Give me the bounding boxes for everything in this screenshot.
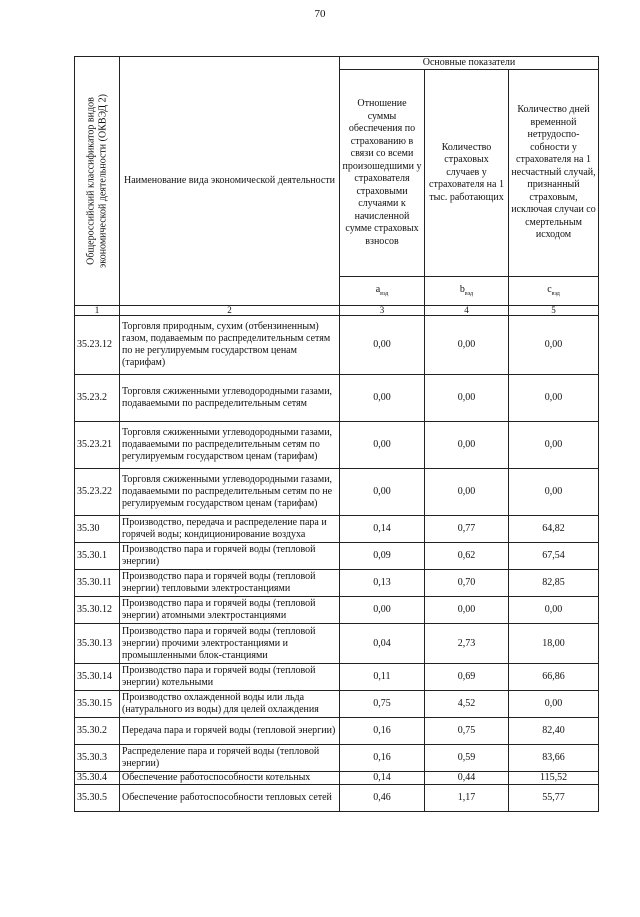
ratio-value: 0,00 <box>340 375 425 422</box>
ratio-value: 0,13 <box>340 570 425 597</box>
disability-days-value: 55,77 <box>509 785 599 812</box>
table-body <box>75 316 599 812</box>
okved-code: 35.30.12 <box>75 597 120 624</box>
okved-header-cell <box>75 57 120 306</box>
column-number: 5 <box>509 306 599 316</box>
okved-header: Общероссийский классификатор видов экономической деятельности (ОКВЭД 2) <box>85 94 108 268</box>
activity-name: Обеспечение работоспособности котельных <box>120 772 340 785</box>
ratio-value: 0,00 <box>340 469 425 516</box>
activity-name: Производство охлажденной воды или льда (натурального из воды) для целей охлаждения <box>120 691 340 718</box>
disability-days-value: 0,00 <box>509 316 599 375</box>
disability-days-value: 0,00 <box>509 469 599 516</box>
okved-code: 35.30.13 <box>75 624 120 664</box>
activity-name: Торговля сжиженными углеводородными газами, подаваемыми по распределительным сетям по не регулируемым государством ценам (тарифам) <box>120 469 340 516</box>
disability-days-value: 0,00 <box>509 375 599 422</box>
activity-name: Торговля сжиженными углеводородными газами, подаваемыми по распределительным сетям <box>120 375 340 422</box>
cases-value: 0,00 <box>425 375 509 422</box>
page-number: 70 <box>314 8 326 20</box>
activity-name: Торговля сжиженными углеводородными газами, подаваемыми по распределительным сетям по регулируемым государством ценам (тарифам) <box>120 422 340 469</box>
disability-days-value: 0,00 <box>509 691 599 718</box>
okved-code: 35.30.1 <box>75 543 120 570</box>
cases-value: 0,62 <box>425 543 509 570</box>
table-row <box>75 745 599 772</box>
activity-name: Производство пара и горячей воды (тепловой энергии) прочими электростанциями и промышленными блок-станциями <box>120 624 340 664</box>
cases-value: 0,70 <box>425 570 509 597</box>
activity-name: Производство пара и горячей воды (тепловой энергии) <box>120 543 340 570</box>
okved-code: 35.30.4 <box>75 772 120 785</box>
disability-days-value: 82,40 <box>509 718 599 745</box>
ratio-value: 0,00 <box>340 422 425 469</box>
column-number: 4 <box>425 306 509 316</box>
cases-value: 0,00 <box>425 597 509 624</box>
column-number: 1 <box>75 306 120 316</box>
activity-name: Распределение пара и горячей воды (тепловой энергии) <box>120 745 340 772</box>
cases-value: 0,00 <box>425 316 509 375</box>
okved-code: 35.23.21 <box>75 422 120 469</box>
symbol-b: $b_{вэд}$ <box>425 277 509 306</box>
ratio-value: 0,46 <box>340 785 425 812</box>
column-numbers-row <box>75 306 599 316</box>
okved-code: 35.30.2 <box>75 718 120 745</box>
table-row <box>75 469 599 516</box>
okved-code: 35.23.12 <box>75 316 120 375</box>
activity-name: Производство пара и горячей воды (тепловой энергии) атомными электростанциями <box>120 597 340 624</box>
indicators-table <box>74 56 599 812</box>
cases-value: 0,77 <box>425 516 509 543</box>
activity-name-header: Наименование вида экономической деятельности <box>120 57 340 306</box>
table-row <box>75 624 599 664</box>
cases-value: 4,52 <box>425 691 509 718</box>
disability-days-value: 83,66 <box>509 745 599 772</box>
okved-code: 35.30.5 <box>75 785 120 812</box>
activity-name: Торговля природным, сухим (отбензиненным) газом, подаваемым по распределительным сетям по не регулируемым государством ценам (тарифам) <box>120 316 340 375</box>
activity-name: Производство пара и горячей воды (тепловой энергии) котельными <box>120 664 340 691</box>
cases-header: Количество страховых случаев у страхователя на 1 тыс. работающих <box>425 70 509 277</box>
disability-days-value: 67,54 <box>509 543 599 570</box>
okved-code: 35.30.3 <box>75 745 120 772</box>
ratio-value: 0,14 <box>340 772 425 785</box>
table-row <box>75 718 599 745</box>
table-row <box>75 785 599 812</box>
ratio-value: 0,00 <box>340 597 425 624</box>
table-row <box>75 375 599 422</box>
ratio-value: 0,75 <box>340 691 425 718</box>
disability-days-value: 64,82 <box>509 516 599 543</box>
ratio-header: Отношение суммы обеспечения по страхованию в связи со всеми произошедшими у страхователя страховыми случаями к начисленной сумме страховых взносов <box>340 70 425 277</box>
okved-code: 35.30.14 <box>75 664 120 691</box>
okved-code: 35.30 <box>75 516 120 543</box>
activity-name: Обеспечение работоспособности тепловых сетей <box>120 785 340 812</box>
table-row <box>75 570 599 597</box>
ratio-value: 0,11 <box>340 664 425 691</box>
okved-code: 35.30.11 <box>75 570 120 597</box>
table-row <box>75 543 599 570</box>
main-indicators-header: Основные показатели <box>340 57 599 70</box>
cases-value: 0,59 <box>425 745 509 772</box>
activity-name: Передача пара и горячей воды (тепловой энергии) <box>120 718 340 745</box>
okved-code: 35.23.22 <box>75 469 120 516</box>
table-row <box>75 691 599 718</box>
cases-value: 0,00 <box>425 422 509 469</box>
ratio-value: 0,16 <box>340 718 425 745</box>
cases-value: 1,17 <box>425 785 509 812</box>
ratio-value: 0,09 <box>340 543 425 570</box>
table-row <box>75 516 599 543</box>
activity-name: Производство пара и горячей воды (тепловой энергии) тепловыми электростанциями <box>120 570 340 597</box>
symbol-c: $c_{вэд}$ <box>509 277 599 306</box>
ratio-value: 0,16 <box>340 745 425 772</box>
disability-days-value: 66,86 <box>509 664 599 691</box>
symbol-a: $a_{вэд}$ <box>340 277 425 306</box>
disability-days-value: 82,85 <box>509 570 599 597</box>
cases-value: 2,73 <box>425 624 509 664</box>
cases-value: 0,00 <box>425 469 509 516</box>
disability-days-value: 115,52 <box>509 772 599 785</box>
table-row <box>75 597 599 624</box>
table-row <box>75 422 599 469</box>
disability-days-value: 18,00 <box>509 624 599 664</box>
activity-name: Производство, передача и распределение пара и горячей воды; кондиционирование воздуха <box>120 516 340 543</box>
table-row <box>75 772 599 785</box>
okved-code: 35.30.15 <box>75 691 120 718</box>
cases-value: 0,75 <box>425 718 509 745</box>
ratio-value: 0,04 <box>340 624 425 664</box>
column-number: 2 <box>120 306 340 316</box>
cases-value: 0,44 <box>425 772 509 785</box>
disability-days-header: Количество дней временной нетрудоспо-собности у страхователя на 1 несчастный случай, признанный страховым, исключая случаи со смертельным исходом <box>509 70 599 277</box>
cases-value: 0,69 <box>425 664 509 691</box>
disability-days-value: 0,00 <box>509 422 599 469</box>
ratio-value: 0,00 <box>340 316 425 375</box>
okved-code: 35.23.2 <box>75 375 120 422</box>
column-number: 3 <box>340 306 425 316</box>
table-row <box>75 664 599 691</box>
disability-days-value: 0,00 <box>509 597 599 624</box>
ratio-value: 0,14 <box>340 516 425 543</box>
table-row <box>75 316 599 375</box>
